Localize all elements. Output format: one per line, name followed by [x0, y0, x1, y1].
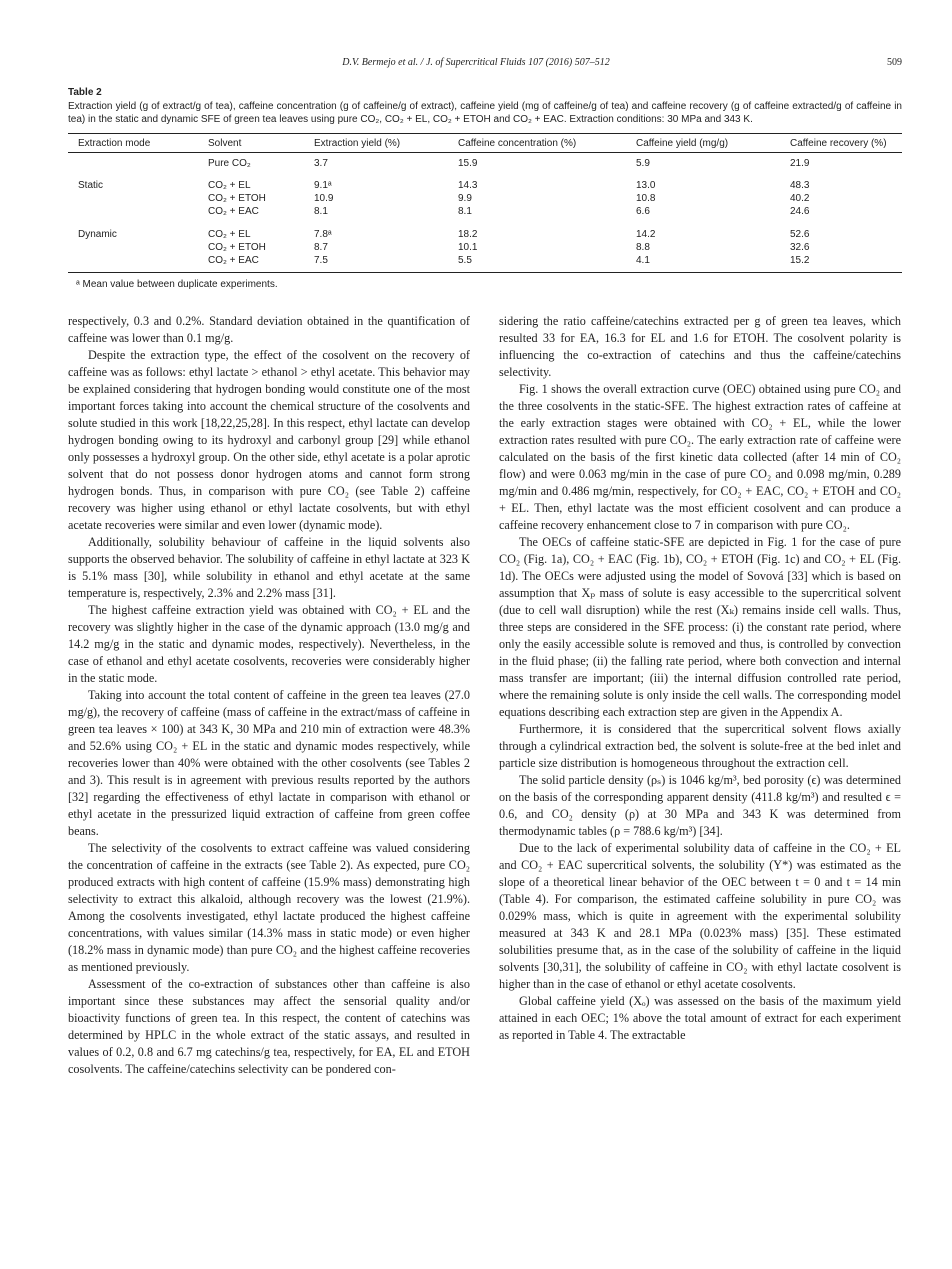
mode-cell: Static [78, 180, 104, 191]
header-cell: Solvent [208, 138, 242, 149]
table-row [68, 229, 902, 241]
table-row [68, 180, 902, 192]
value-cell: 5.9 [636, 158, 650, 169]
table-footnote: ᵃ Mean value between duplicate experiments. [76, 279, 278, 290]
right-column [499, 313, 901, 1044]
paragraph: Global caffeine yield (Xₒ) was assessed on the basis of the maximum yield attained in each OEC; 1% above the total amount of extract for each experiment as reported in Table 4. The extractable [499, 994, 901, 1042]
header-cell: Extraction mode [78, 138, 151, 149]
value-cell: 7.5 [314, 255, 328, 266]
value-cell: 14.2 [636, 229, 656, 240]
left-column [68, 313, 470, 1078]
table-title: Table 2 [68, 87, 102, 98]
paragraph: sidering the ratio caffeine/catechins extracted per g of green tea leaves, which resulted 33 for EA, 16.3 for EL and 1.6 for ETOH. The cosolvent polarity is influencing the co-extraction of catechins and thus the caffeine/catechins selectivity. [499, 314, 901, 379]
value-cell: 9.1ᵃ [314, 180, 332, 191]
value-cell: 18.2 [458, 229, 478, 240]
value-cell: 4.1 [636, 255, 650, 266]
value-cell: 24.6 [790, 206, 810, 217]
paragraph: Taking into account the total content of caffeine in the green tea leaves (27.0 mg/g), the recovery of caffeine (mass of caffeine in the extract/mass of caffeine in green tea leaves × 100) at 343 K, 30 MPa and 210 min of extraction were 48.3% and 52.6% using CO₂ + EL in the static and dynamic modes respectively, while recoveries lower than 40% were obtained with the other cosolvents (see Tables 2 and 3). This result is in agreement with previous results reported by the authors [32] regarding the effectiveness of ethyl lactate in comparison with ethanol or ethyl acetate in the pressurized liquid extraction of caffeine from green coffee beans. [68, 688, 470, 838]
value-cell: 52.6 [790, 229, 810, 240]
value-cell: 32.6 [790, 242, 810, 253]
value-cell: 10.8 [636, 193, 656, 204]
table-header-rule [68, 152, 902, 153]
header-cell: Caffeine yield (mg/g) [636, 138, 729, 149]
solvent-cell: CO₂ + EL [208, 180, 251, 191]
solvent-cell: CO₂ + EL [208, 229, 251, 240]
header-cell: Extraction yield (%) [314, 138, 401, 149]
paragraph: The selectivity of the cosolvents to extract caffeine was valued considering the concentration of caffeine in the extracts (see Table 2). As expected, pure CO₂ produced extracts with high content of caffeine (15.9% mass) demonstrating high selectivity to extract this alkaloid, although recovery was the lowest (21.9%). Among the cosolvents investigated, ethyl lactate produced the highest caffeine concentrations, with values similar (14.3% mass in static mode) or even higher (18.2% mass in dynamic mode) than pure CO₂ and the highest caffeine recoveries as mentioned previously. [68, 841, 470, 974]
table-top-rule [68, 133, 902, 134]
paragraph: The OECs of caffeine static-SFE are depicted in Fig. 1 for the case of pure CO₂ (Fig. 1a), CO₂ + EAC (Fig. 1b), CO₂ + ETOH (Fig. 1c) and CO₂ + EL (Fig. 1d). The OECs were adjusted using the model of Sovová [33] which is based on assumption that Xₚ mass of solute is easy accessible to the supercritical solvent (due to cell wall disruption) while the rest (Xₖ) remains inside cell walls. Thus, three steps are considered in the SFE process: (i) the constant rate period, where only the easily accessible solute is removed and thus, is controlled by convection in the fluid phase; (ii) the falling rate period, where both convection and internal mass transfer are important; (iii) the internal diffusion controlled rate period, where the remaining solute is only inside the cell walls. The corresponding model equations describing each extraction step are given in the Appendix A. [499, 535, 901, 719]
value-cell: 15.2 [790, 255, 810, 266]
page-number: 509 [887, 57, 902, 68]
paragraph: Additionally, solubility behaviour of caffeine in the liquid solvents also supports the observed behavior. The solubility of caffeine in ethyl lactate at 323 K is 5.1% mass [30], while solubility in ethanol and ethyl acetate at the same temperature is, respectively, 2.3% and 2.2% mass [31]. [68, 535, 470, 600]
table-caption: Extraction yield (g of extract/g of tea), caffeine concentration (g of caffeine/g of extract), caffeine yield (mg of caffeine/g of tea) and caffeine recovery (g of caffeine extracted/g of caffeine in tea) in the static and dynamic SFE of green tea leaves using pure CO₂, CO₂ + EL, CO₂ + ETOH and CO₂ + EAC. Extraction conditions: 30 MPa and 343 K. [68, 101, 902, 125]
table-row [68, 255, 902, 267]
paragraph: Assessment of the co-extraction of substances other than caffeine is also important since these substances may affect the sensorial quality and/or bioactivity functions of green tea. In this respect, the content of catechins was determined by HPLC in the whole extract of the static assays, and resulted in values of 0.2, 0.8 and 6.7 mg catechins/g tea, respectively, for EA, EL and ETOH cosolvents. The caffeine/catechins selectivity can be pondered con- [68, 977, 470, 1076]
table-row [68, 158, 902, 170]
value-cell: 10.9 [314, 193, 334, 204]
value-cell: 13.0 [636, 180, 656, 191]
paragraph: The highest caffeine extraction yield was obtained with CO₂ + EL and the recovery was slightly higher in the case of the dynamic approach (13.0 mg/g and 14.2 mg/g in the static and dynamic modes, respectively). Nevertheless, in the case of ethanol and ethyl acetate cosolvents, recoveries were considerably higher in the static mode. [68, 603, 470, 685]
table-row [68, 242, 902, 254]
paragraph: Despite the extraction type, the effect of the cosolvent on the recovery of caffeine was as follows: ethyl lactate > ethanol > ethyl acetate. This behavior may be explained considering that hydrogen bonding would constitute one of the most important forces taking into account the chemical structure of the cosolvents and solute studied in this work [18,22,25,28]. In this respect, ethyl lactate can develop hydrogen bonding owing to its hydroxyl and carbonyl group [29] while ethanol only possesses a hydroxyl group. On the other side, ethyl acetate is a polar aprotic solvent that do not possess donor hydrogen atoms and cannot form strong hydrogen bonds. Thus, in comparison with pure CO₂ (see Table 2) caffeine recovery was higher using ethanol or ethyl lactate cosolvents, but with ethyl acetate recoveries were similar and even lower (dynamic mode). [68, 348, 470, 532]
value-cell: 7.8ᵃ [314, 229, 332, 240]
value-cell: 6.6 [636, 206, 650, 217]
value-cell: 9.9 [458, 193, 472, 204]
value-cell: 10.1 [458, 242, 478, 253]
mode-cell: Dynamic [78, 229, 117, 240]
value-cell: 3.7 [314, 158, 328, 169]
paragraph: The solid particle density (ρₛ) is 1046 kg/m³, bed porosity (ϵ) was determined on the basis of the corresponding apparent density (411.8 kg/m³) and resulted ϵ = 0.6, and CO₂ density (ρ) at 30 MPa and 343 K was determined from thermodynamic tables (ρ = 788.6 kg/m³) [34]. [499, 773, 901, 838]
value-cell: 5.5 [458, 255, 472, 266]
solvent-cell: CO₂ + ETOH [208, 242, 266, 253]
header-cell: Caffeine concentration (%) [458, 138, 577, 149]
paragraph: Fig. 1 shows the overall extraction curve (OEC) obtained using pure CO₂ and the three cosolvents in the static-SFE. The highest extraction rates of caffeine at the early extraction stages were obtained with CO₂ + EL, while the lower extraction rates resulted with pure CO₂. The early extraction rate of caffeine were calculated on the basis of the first kinetic data collected (after 14 min of CO₂ flow) and were 0.063 mg/min in the case of pure CO₂ and 0.098 mg/min, 0.289 mg/min and 0.486 mg/min, respectively, for CO₂ + EAC, CO₂ + ETOH and CO₂ + EL. Then, ethyl lactate was the most efficient cosolvent and can produce a caffeine recovery enhancement close to 7 in comparison with pure CO₂. [499, 382, 901, 532]
value-cell: 8.7 [314, 242, 328, 253]
journal-citation: D.V. Bermejo et al. / J. of Supercritical Fluids 107 (2016) 507–512 [342, 57, 610, 68]
value-cell: 40.2 [790, 193, 810, 204]
solvent-cell: CO₂ + EAC [208, 255, 259, 266]
table-row [68, 206, 902, 218]
solvent-cell: Pure CO₂ [208, 158, 251, 169]
table-row [68, 193, 902, 205]
value-cell: 21.9 [790, 158, 810, 169]
table-bottom-rule [68, 272, 902, 273]
solvent-cell: CO₂ + ETOH [208, 193, 266, 204]
solvent-cell: CO₂ + EAC [208, 206, 259, 217]
value-cell: 48.3 [790, 180, 810, 191]
value-cell: 14.3 [458, 180, 478, 191]
value-cell: 15.9 [458, 158, 478, 169]
paragraph: Due to the lack of experimental solubility data of caffeine in the CO₂ + EL and CO₂ + EAC supercritical solvents, the solubility (Y*) was estimated as the slope of a theoretical linear behavior of the OEC between t = 0 and t = 14 min (Table 4). For comparison, the estimated caffeine solubility in pure CO₂ was 0.029% mass, which is quite in agreement with the experimental solubility measured at 343 K and 28.1 MPa (0.023% mass) [35]. These estimated solubilities presume that, as in the case of the solubility of caffeine in the liquid solvents [30,31], the solubility of caffeine in CO₂ with ethyl lactate cosolvent is higher than in the case of ethanol or ethyl acetate cosolvents. [499, 841, 901, 991]
header-cell: Caffeine recovery (%) [790, 138, 887, 149]
paragraph: respectively, 0.3 and 0.2%. Standard deviation obtained in the quantification of caffeine was lower than 0.1 mg/g. [68, 314, 470, 345]
paragraph: Furthermore, it is considered that the supercritical solvent flows axially through a cylindrical extraction bed, the solvent is solute-free at the bed inlet and particle size distribution is homogeneous throughout the extraction cell. [499, 722, 901, 770]
value-cell: 8.1 [314, 206, 328, 217]
value-cell: 8.1 [458, 206, 472, 217]
value-cell: 8.8 [636, 242, 650, 253]
